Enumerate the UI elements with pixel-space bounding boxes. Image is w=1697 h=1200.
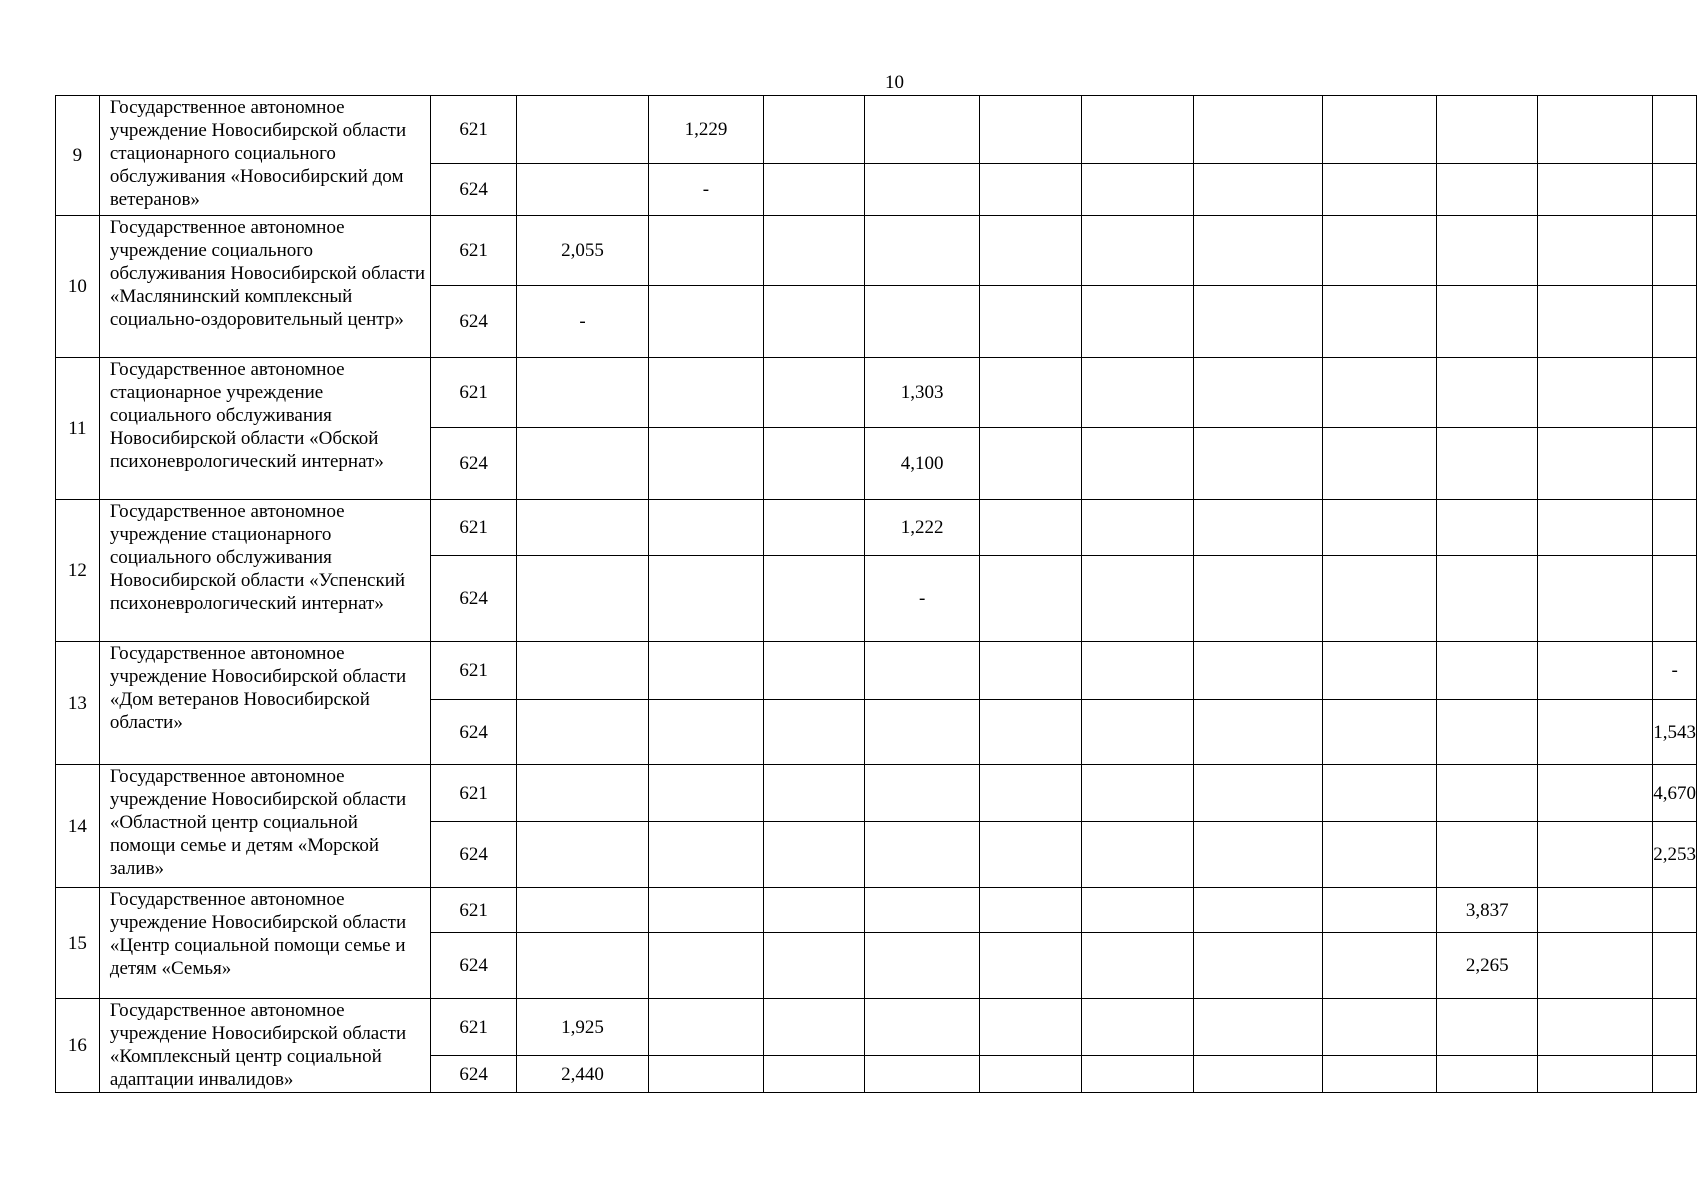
value-cell — [648, 888, 763, 933]
value-cell — [648, 428, 763, 500]
value-cell — [764, 428, 865, 500]
value-cell — [865, 933, 979, 999]
value-cell — [517, 164, 648, 216]
value-cell — [1437, 999, 1538, 1056]
value-cell — [517, 428, 648, 500]
value-cell — [648, 700, 763, 765]
budget-code: 621 — [430, 888, 517, 933]
value-cell — [1323, 933, 1437, 999]
value-cell — [1653, 999, 1697, 1056]
institution-name: Государственное автономное учреждение Новосибирской области стационарного социального обслуживания «Новосибирский дом ветеранов» — [99, 96, 430, 216]
value-cell: - — [865, 556, 979, 642]
value-cell — [1194, 642, 1323, 700]
value-cell — [1653, 888, 1697, 933]
page-number: 10 — [885, 72, 904, 93]
value-cell — [1653, 164, 1697, 216]
value-cell — [648, 822, 763, 888]
value-cell — [1323, 822, 1437, 888]
value-cell — [979, 933, 1081, 999]
value-cell — [979, 96, 1081, 164]
value-cell — [648, 500, 763, 556]
table-row — [56, 96, 1697, 164]
value-cell: 3,837 — [1437, 888, 1538, 933]
value-cell — [1323, 556, 1437, 642]
value-cell — [865, 700, 979, 765]
value-cell — [1538, 164, 1653, 216]
value-cell — [1538, 216, 1653, 286]
value-cell — [1082, 556, 1194, 642]
value-cell — [1437, 164, 1538, 216]
value-cell — [1082, 999, 1194, 1056]
value-cell — [1323, 164, 1437, 216]
table-row — [56, 765, 1697, 822]
value-cell — [1082, 96, 1194, 164]
value-cell — [1323, 1056, 1437, 1093]
value-cell — [1194, 1056, 1323, 1093]
value-cell — [764, 96, 865, 164]
value-cell — [517, 358, 648, 428]
value-cell — [1437, 216, 1538, 286]
value-cell — [1538, 286, 1653, 358]
budget-code: 624 — [430, 556, 517, 642]
value-cell — [1437, 286, 1538, 358]
row-number: 12 — [56, 500, 100, 642]
value-cell — [1323, 765, 1437, 822]
value-cell: 2,055 — [517, 216, 648, 286]
row-number: 10 — [56, 216, 100, 358]
value-cell — [764, 999, 865, 1056]
value-cell — [1194, 933, 1323, 999]
row-number: 9 — [56, 96, 100, 216]
value-cell — [1437, 700, 1538, 765]
value-cell — [517, 888, 648, 933]
value-cell — [1538, 999, 1653, 1056]
table-row — [56, 500, 1697, 556]
value-cell — [1194, 216, 1323, 286]
value-cell — [764, 933, 865, 999]
value-cell — [648, 556, 763, 642]
value-cell — [1194, 999, 1323, 1056]
value-cell — [1437, 96, 1538, 164]
value-cell — [1082, 428, 1194, 500]
value-cell — [865, 999, 979, 1056]
value-cell — [1082, 358, 1194, 428]
value-cell — [1437, 500, 1538, 556]
budget-code: 624 — [430, 164, 517, 216]
value-cell — [979, 765, 1081, 822]
value-cell — [1194, 428, 1323, 500]
value-cell — [1437, 358, 1538, 428]
value-cell — [1082, 700, 1194, 765]
value-cell — [865, 216, 979, 286]
value-cell — [648, 933, 763, 999]
value-cell — [1082, 216, 1194, 286]
value-cell — [1082, 765, 1194, 822]
value-cell — [979, 999, 1081, 1056]
value-cell — [1323, 286, 1437, 358]
budget-code: 621 — [430, 358, 517, 428]
value-cell — [764, 164, 865, 216]
value-cell: 1,303 — [865, 358, 979, 428]
value-cell — [1194, 96, 1323, 164]
institution-name: Государственное автономное учреждение Новосибирской области «Комплексный центр социальной адаптации инвалидов» — [99, 999, 430, 1093]
value-cell — [979, 216, 1081, 286]
value-cell — [979, 500, 1081, 556]
value-cell — [1437, 765, 1538, 822]
row-number: 15 — [56, 888, 100, 999]
value-cell — [1653, 358, 1697, 428]
value-cell: - — [1653, 642, 1697, 700]
value-cell — [764, 556, 865, 642]
value-cell — [517, 700, 648, 765]
value-cell — [1538, 500, 1653, 556]
value-cell — [1538, 888, 1653, 933]
value-cell — [979, 556, 1081, 642]
row-number: 13 — [56, 642, 100, 765]
value-cell — [865, 96, 979, 164]
institution-name: Государственное автономное учреждение Новосибирской области «Областной центр социальной помощи семье и детям «Морской залив» — [99, 765, 430, 888]
table-row — [56, 888, 1697, 933]
value-cell — [1323, 500, 1437, 556]
value-cell — [648, 286, 763, 358]
value-cell — [517, 822, 648, 888]
value-cell — [979, 700, 1081, 765]
value-cell: 2,440 — [517, 1056, 648, 1093]
value-cell — [1653, 500, 1697, 556]
value-cell — [1194, 164, 1323, 216]
value-cell — [1194, 286, 1323, 358]
value-cell — [979, 358, 1081, 428]
value-cell — [517, 96, 648, 164]
table-row — [56, 358, 1697, 428]
value-cell — [1538, 556, 1653, 642]
value-cell — [648, 358, 763, 428]
value-cell — [1194, 500, 1323, 556]
value-cell — [764, 642, 865, 700]
value-cell — [1082, 933, 1194, 999]
value-cell: 2,265 — [1437, 933, 1538, 999]
value-cell — [1437, 822, 1538, 888]
table-row — [56, 216, 1697, 286]
value-cell — [648, 999, 763, 1056]
value-cell: 4,100 — [865, 428, 979, 500]
institution-name: Государственное автономное учреждение стационарного социального обслуживания Новосибирской области «Успенский психоневрологический интернат» — [99, 500, 430, 642]
value-cell — [1653, 1056, 1697, 1093]
value-cell — [1323, 700, 1437, 765]
budget-code: 624 — [430, 822, 517, 888]
budget-code: 624 — [430, 1056, 517, 1093]
value-cell — [517, 642, 648, 700]
value-cell — [517, 765, 648, 822]
institutions-table — [55, 95, 1697, 1093]
value-cell — [517, 933, 648, 999]
value-cell — [1437, 642, 1538, 700]
value-cell — [1323, 428, 1437, 500]
value-cell — [1323, 999, 1437, 1056]
value-cell — [979, 428, 1081, 500]
institution-name: Государственное автономное учреждение Новосибирской области «Центр социальной помощи семье и детям «Семья» — [99, 888, 430, 999]
value-cell — [1653, 216, 1697, 286]
value-cell — [1194, 700, 1323, 765]
value-cell — [1194, 358, 1323, 428]
value-cell — [865, 1056, 979, 1093]
value-cell: - — [517, 286, 648, 358]
value-cell — [1437, 1056, 1538, 1093]
value-cell — [979, 1056, 1081, 1093]
value-cell — [1653, 556, 1697, 642]
value-cell — [648, 765, 763, 822]
value-cell — [1538, 96, 1653, 164]
value-cell — [1323, 358, 1437, 428]
value-cell — [1194, 822, 1323, 888]
value-cell — [979, 286, 1081, 358]
value-cell — [1653, 286, 1697, 358]
value-cell — [1082, 164, 1194, 216]
value-cell — [1323, 216, 1437, 286]
value-cell — [865, 286, 979, 358]
value-cell — [1194, 556, 1323, 642]
value-cell — [764, 500, 865, 556]
value-cell — [865, 888, 979, 933]
value-cell: 1,229 — [648, 96, 763, 164]
value-cell — [1653, 96, 1697, 164]
row-number: 11 — [56, 358, 100, 500]
value-cell — [1538, 428, 1653, 500]
budget-code: 624 — [430, 428, 517, 500]
budget-code: 624 — [430, 700, 517, 765]
value-cell — [865, 642, 979, 700]
value-cell — [1323, 642, 1437, 700]
value-cell — [1194, 765, 1323, 822]
institution-name: Государственное автономное стационарное учреждение социального обслуживания Новосибирской области «Обской психоневрологический интернат» — [99, 358, 430, 500]
value-cell — [1194, 888, 1323, 933]
value-cell — [764, 822, 865, 888]
value-cell: 1,222 — [865, 500, 979, 556]
value-cell — [979, 888, 1081, 933]
budget-code: 621 — [430, 96, 517, 164]
value-cell — [1082, 500, 1194, 556]
budget-code: 621 — [430, 765, 517, 822]
value-cell — [1538, 1056, 1653, 1093]
table-row — [56, 999, 1697, 1056]
value-cell — [1082, 286, 1194, 358]
value-cell — [1538, 642, 1653, 700]
value-cell — [1082, 642, 1194, 700]
budget-code: 621 — [430, 500, 517, 556]
value-cell — [979, 642, 1081, 700]
institution-name: Государственное автономное учреждение социального обслуживания Новосибирской области «Маслянинский комплексный социально-оздоровительный центр» — [99, 216, 430, 358]
table-row — [56, 642, 1697, 700]
budget-code: 621 — [430, 999, 517, 1056]
value-cell — [1323, 96, 1437, 164]
value-cell — [764, 286, 865, 358]
value-cell — [979, 822, 1081, 888]
value-cell — [1538, 933, 1653, 999]
value-cell — [517, 556, 648, 642]
value-cell — [764, 1056, 865, 1093]
value-cell: 2,253 — [1653, 822, 1697, 888]
value-cell — [979, 164, 1081, 216]
value-cell: - — [648, 164, 763, 216]
budget-code: 621 — [430, 642, 517, 700]
value-cell — [764, 216, 865, 286]
value-cell — [764, 888, 865, 933]
budget-code: 624 — [430, 286, 517, 358]
value-cell — [865, 822, 979, 888]
value-cell — [1653, 428, 1697, 500]
value-cell — [1653, 933, 1697, 999]
value-cell — [648, 642, 763, 700]
value-cell — [648, 216, 763, 286]
budget-code: 624 — [430, 933, 517, 999]
value-cell — [1538, 358, 1653, 428]
value-cell: 1,925 — [517, 999, 648, 1056]
row-number: 16 — [56, 999, 100, 1093]
value-cell — [764, 700, 865, 765]
row-number: 14 — [56, 765, 100, 888]
value-cell — [1323, 888, 1437, 933]
value-cell — [1538, 700, 1653, 765]
institution-name: Государственное автономное учреждение Новосибирской области «Дом ветеранов Новосибирской области» — [99, 642, 430, 765]
value-cell — [1082, 822, 1194, 888]
value-cell — [1437, 556, 1538, 642]
value-cell — [1082, 888, 1194, 933]
table-body — [56, 96, 1697, 1093]
value-cell — [764, 358, 865, 428]
value-cell — [764, 765, 865, 822]
value-cell — [1538, 765, 1653, 822]
value-cell — [865, 765, 979, 822]
value-cell — [1082, 1056, 1194, 1093]
value-cell — [517, 500, 648, 556]
value-cell: 1,543 — [1653, 700, 1697, 765]
value-cell — [865, 164, 979, 216]
value-cell: 4,670 — [1653, 765, 1697, 822]
value-cell — [1437, 428, 1538, 500]
budget-code: 621 — [430, 216, 517, 286]
value-cell — [1538, 822, 1653, 888]
value-cell — [648, 1056, 763, 1093]
